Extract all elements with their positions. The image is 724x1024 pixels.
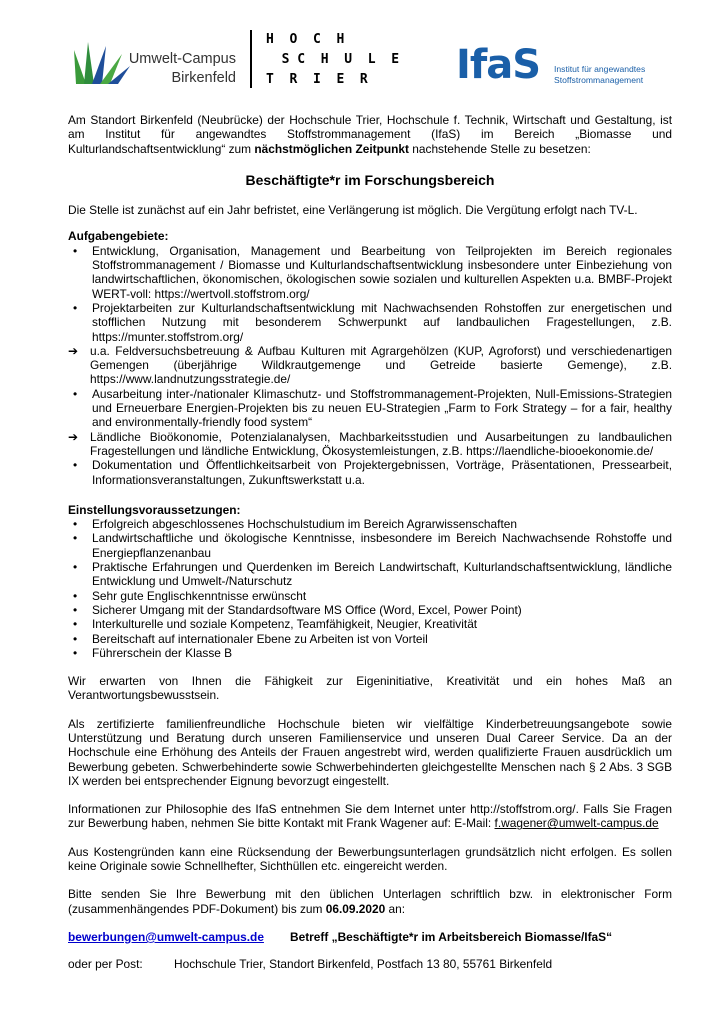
post-label: oder per Post:: [68, 957, 143, 972]
task-text: Dokumentation und Öffentlichkeitsarbeit von Projektergebnissen, Vorträge, Präsentationen, Pressearbeit, Informationsveranstaltungen, Zukunftswerkstatt u.a.: [92, 458, 672, 487]
bullet-icon: •: [73, 645, 78, 660]
umwelt-campus-line2: Birkenfeld: [171, 70, 236, 86]
hs-line3: T R I E R: [266, 72, 368, 87]
application-email-link[interactable]: bewerbungen@umwelt-campus.de: [68, 929, 264, 944]
task-item: [68, 430, 672, 459]
requirement-item: [68, 646, 672, 660]
costs-paragraph: Aus Kostengründen kann eine Rücksendung der Bewerbungsunterlagen grundsätzlich nicht erfolgen. Es sollen keine Originale sowie Schnellhefter, Sichthüllen etc. eingereicht werden.: [68, 844, 672, 874]
expectation-paragraph: Wir erwarten von Ihnen die Fähigkeit zur Eigeninitiative, Kreativität und ein hohes Maß an Verantwortungsbewusstsein.: [68, 674, 672, 703]
bullet-icon: •: [73, 531, 78, 546]
requirements-list: [68, 517, 672, 660]
job-title: Beschäftigte*r im Forschungsbereich: [245, 171, 495, 188]
ifas-subtitle: [554, 64, 645, 86]
bullet-icon: •: [73, 300, 78, 315]
apply-suffix: an:: [385, 901, 406, 916]
requirement-text: Sicherer Umgang mit der Standardsoftware MS Office (Word, Excel, Power Point): [92, 602, 522, 617]
apply-text: Bitte senden Sie Ihre Bewerbung mit den üblichen Unterlagen schriftlich bzw. in elektronischer Form (zusammenhängendes PDF-Dokument) bis zum: [68, 887, 672, 916]
intro-paragraph: [68, 113, 672, 156]
bullet-icon: •: [73, 386, 78, 401]
ifas-subtitle-line2: Stoffstrommanagement: [554, 75, 644, 85]
requirement-text: Sehr gute Englischkenntnisse erwünscht: [92, 588, 307, 603]
ifas-subtitle-line1: Institut für angewandtes: [554, 64, 646, 74]
apply-paragraph: [68, 887, 672, 916]
info-text: Informationen zur Philosophie des IfaS entnehmen Sie dem Internet unter http://stoffstrom.org/. Falls Sie Fragen zur Bewerbung haben, nehmen Sie bitte Kontakt mit Frank Wagener auf: E-Mail:: [68, 802, 672, 831]
requirement-item: [68, 517, 672, 531]
hs-line1: H O C H: [266, 32, 345, 47]
application-subject: Betreff „Beschäftigte*r im Arbeitsbereich Biomasse/IfaS“: [290, 929, 613, 944]
tasks-heading: Aufgabengebiete:: [68, 229, 169, 244]
application-contact-row: [68, 930, 672, 944]
bullet-icon: •: [73, 560, 78, 575]
requirement-item: [68, 632, 672, 646]
bullet-icon: •: [73, 631, 78, 646]
task-text: Projektarbeiten zur Kulturlandschaftsentwicklung mit Nachwachsenden Rohstoffen zur energetischen und stofflichen Nutzung mit besonderem Schwerpunkt auf landbaulichen Fragestellungen, z.B. https://munter.stoffstrom.org/: [92, 300, 672, 344]
bullet-icon: •: [73, 458, 78, 473]
intro-start-date: nächstmöglichen Zeitpunkt: [254, 141, 409, 156]
terms-paragraph: Die Stelle ist zunächst auf ein Jahr befristet, eine Verlängerung ist möglich. Die Vergütung erfolgt nach TV-L.: [68, 203, 638, 218]
task-text: Entwicklung, Organisation, Management und Bearbeitung von Teilprojekten im Bereich regionales Stoffstrommanagement / Biomasse und Kulturlandschaftsentwicklung insbesondere unter Einbeziehung von landwirtschaftlichen, ökonomischen, ökologischen sowie sozialen und kulturellen Aspekten u.a. BMBF-Projekt WERT-voll: https://wertvoll.stoffstrom.org/: [92, 243, 672, 301]
task-item: [68, 458, 672, 487]
requirement-item: [68, 560, 672, 589]
job-posting-body: [68, 113, 672, 972]
task-item: [68, 344, 672, 387]
intro-text-2: nachstehende Stelle zu besetzen:: [408, 141, 591, 156]
task-text: u.a. Feldversuchsbetreuung & Aufbau Kulturen mit Agrargehölzen (KUP, Agroforst) und verschiedenartigen Gemengen (überjährige Wildkrautgemenge und Getreide basierte Gemenge), z.B. https://www.landnutzungsstrategie.de/: [90, 343, 672, 387]
info-paragraph: [68, 802, 672, 831]
bullet-icon: •: [73, 588, 78, 603]
ifas-logo: [456, 42, 656, 92]
arrow-icon: ➔: [68, 343, 78, 358]
requirement-text: Interkulturelle und soziale Kompetenz, Teamfähigkeit, Neugier, Kreativität: [92, 617, 478, 632]
requirement-item: [68, 531, 672, 560]
logo-divider: [250, 30, 252, 88]
arrow-icon: ➔: [68, 429, 78, 444]
umwelt-campus-leaf-icon: [72, 36, 132, 88]
requirement-text: Erfolgreich abgeschlossenes Hochschulstudium im Bereich Agrarwissenschaften: [92, 517, 517, 532]
intro-text-1: Am Standort Birkenfeld (Neubrücke) der Hochschule Trier, Hochschule f. Technik, Wirtschaft und Gestaltung, ist am Institut für angewandtes Stoffstrommanagement (IfaS) im Bereich „Biomasse und Kulturlandschaftsentwicklung“ zum: [68, 113, 672, 156]
ifas-wordmark: IfaS: [456, 42, 541, 88]
task-item: [68, 244, 672, 301]
task-text: Ausarbeitung inter-/nationaler Klimaschutz- und Stoffstrommanagement-Projekten, Null-Emissions-Strategien und Erneuerbare Energien-Projekten bis zu neuen EU-Strategien „Farm to Fork Strategy – for a fair, healthy and environmentally-friendly food system“: [92, 386, 672, 430]
requirement-text: Landwirtschaftliche und ökologische Kenntnisse, insbesondere im Bereich Nachwachsende Rohstoffe und Energiepflanzenanbau: [92, 531, 672, 560]
task-text: Ländliche Bioökonomie, Potenzialanalysen, Machbarkeitsstudien und Ausarbeitungen zu landbaulichen Fragestellungen und ländliche Entwicklung, Ökosystemleistungen, z.B. https://laendliche-biooekonomie.de/: [90, 429, 672, 458]
requirement-item: [68, 617, 672, 631]
letterhead: [0, 0, 724, 110]
postal-address: Hochschule Trier, Standort Birkenfeld, Postfach 13 80, 55761 Birkenfeld: [174, 957, 553, 972]
requirement-text: Praktische Erfahrungen und Querdenken im Bereich Landwirtschaft, Kulturlandschaftsentwicklung, ländliche Entwicklung und Umwelt-/Naturschutz: [92, 560, 672, 589]
requirement-item: [68, 603, 672, 617]
bullet-icon: •: [73, 517, 78, 532]
bullet-icon: •: [73, 243, 78, 258]
requirement-item: [68, 589, 672, 603]
bullet-icon: •: [73, 617, 78, 632]
umwelt-campus-logo: [72, 36, 242, 88]
task-item: [68, 387, 672, 430]
task-item: [68, 301, 672, 344]
postal-address-row: [68, 957, 672, 971]
contact-email-link[interactable]: f.wagener@umwelt-campus.de: [494, 816, 659, 831]
bullet-icon: •: [73, 602, 78, 617]
requirements-heading: Einstellungsvoraussetzungen:: [68, 502, 241, 517]
family-paragraph: Als zertifizierte familienfreundliche Hochschule bieten wir vielfältige Kinderbetreuungsangebote sowie Unterstützung und Beratung durch unseren Familienservice und unseren Dual Career Service. Da an der Hochschule eine Erhöhung des Anteils der Frauen angestrebt wird, werden qualifizierte Frauen ausdrücklich um Bewerbung gebeten. Schwerbehinderte sowie Schwerbehinderten gleichgestellte Menschen nach § 2 Abs. 3 SGB IX werden bei entsprechender Eignung bevorzugt eingestellt.: [68, 716, 672, 788]
tasks-list: [68, 244, 672, 487]
hochschule-trier-logo: [266, 30, 399, 90]
umwelt-campus-line1: Umwelt-Campus: [128, 51, 236, 67]
umwelt-campus-wordmark: [126, 50, 236, 88]
deadline-date: 06.09.2020: [325, 901, 386, 916]
requirement-text: Bereitschaft auf internationaler Ebene zu Arbeiten ist von Vorteil: [92, 631, 428, 646]
requirement-text: Führerschein der Klasse B: [92, 645, 233, 660]
hs-line2: S C H U L E: [266, 52, 400, 67]
